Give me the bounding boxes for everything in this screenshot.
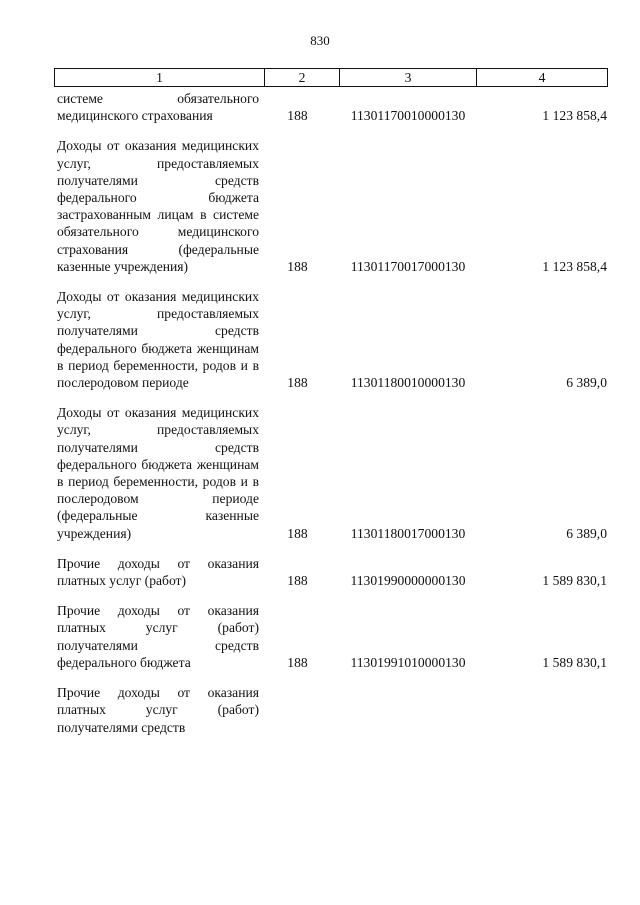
table-body [57,90,607,749]
header-col-4: 4 [538,70,546,85]
table-row [57,555,607,589]
table-row [57,288,607,391]
row-income-code: 11301170010000130 [350,108,466,124]
row-admin-code: 188 [287,573,308,589]
row-amount: 1 589 830,1 [542,573,607,589]
row-amount: 6 389,0 [566,375,607,391]
row-income-code: 11301170017000130 [350,258,466,274]
table-row [57,404,607,542]
row-amount: 6 389,0 [566,525,607,541]
row-amount: 1 123 858,4 [542,108,607,124]
table-row [57,602,607,671]
row-admin-code: 188 [287,258,308,274]
row-admin-code: 188 [287,654,308,670]
row-description: Прочие доходы от оказания платных услуг (работ) [57,555,259,589]
page-number: 830 [310,33,330,48]
row-description: Прочие доходы от оказания платных услуг (работ) получателями средств [57,685,259,735]
row-amount: 1 123 858,4 [542,258,607,274]
row-amount: 1 589 830,1 [542,654,607,670]
row-description: Доходы от оказания медицинских услуг, предоставляемых получателями средств федерального бюджета женщинам в период беременности, родов и в послеродовом периоде (федеральные казенные учреждения) [57,405,259,541]
table-header [54,68,608,87]
header-col-1: 1 [55,69,265,86]
row-income-code: 11301991010000130 [350,654,466,670]
row-income-code: 11301180010000130 [350,375,466,391]
row-description: Прочие доходы от оказания платных услуг (работ) получателями средств федерального бюджета [57,603,259,670]
table-row [57,90,607,124]
header-col-3: 3 [340,69,477,86]
row-admin-code: 188 [287,375,308,391]
row-income-code: 11301180017000130 [350,525,466,541]
table-row [57,137,607,275]
row-admin-code: 188 [287,525,308,541]
table-row [57,684,607,736]
row-admin-code: 188 [287,108,308,124]
row-description: Доходы от оказания медицинских услуг, предоставляемых получателями средств федерального бюджета застрахованным лицам в системе обязательного медицинского страхования (федеральные казенные учреждения) [57,138,259,274]
row-income-code: 11301990000000130 [350,573,466,589]
header-col-2: 2 [265,69,340,86]
row-description: системе обязательного медицинского страхования [57,91,259,124]
row-description: Доходы от оказания медицинских услуг, предоставляемых получателями средств федерального бюджета женщинам в период беременности, родов и в послеродовом периоде [57,289,259,391]
